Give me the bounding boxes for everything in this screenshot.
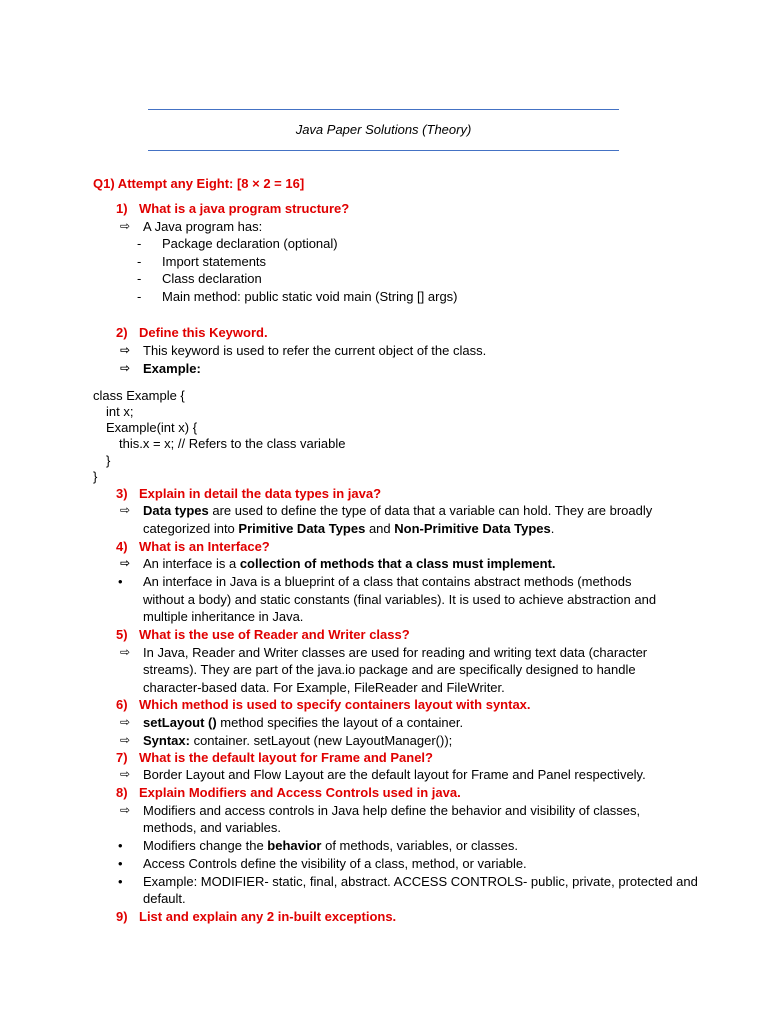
code-line: this.x = x; // Refers to the class variable [119,436,346,451]
question-text: Define this Keyword. [139,325,268,340]
top-rule [148,109,619,110]
answer-text: In Java, Reader and Writer classes are used for reading and writing text data (character [143,645,648,660]
dash-bullet: - [137,289,142,304]
question-text: What is an Interface? [139,539,270,554]
arrow-icon: ⇨ [120,767,131,781]
text-run: categorized into [143,521,239,536]
dash-bullet: - [137,254,142,269]
answer-text: Modifiers and access controls in Java help define the behavior and visibility of classes, [143,803,641,818]
question-number: 1) [116,201,128,216]
question-number: 3) [116,486,128,501]
bold-term: behavior [267,838,322,853]
question-number: 6) [116,697,128,712]
list-item: Package declaration (optional) [162,236,338,251]
arrow-icon: ⇨ [120,645,131,659]
list-item: Main method: public static void main (String [] args) [162,289,458,304]
answer-text: An interface in Java is a blueprint of a class that contains abstract methods (methods [143,574,632,589]
bullet-icon: • [118,574,123,589]
answer-text: Border Layout and Flow Layout are the default layout for Frame and Panel respectively. [143,767,646,782]
arrow-icon: ⇨ [120,219,131,233]
arrow-icon: ⇨ [120,715,131,729]
answer-text: Access Controls define the visibility of a class, method, or variable. [143,856,527,871]
bold-term: Data types [143,503,209,518]
question-text: Which method is used to specify containers layout with syntax. [139,697,531,712]
answer-text [143,556,556,571]
answer-text [143,715,463,730]
text-run: . [550,521,555,536]
question-text: What is a java program structure? [139,201,350,216]
text-run: method specifies the layout of a container. [216,715,464,730]
question-number: 4) [116,539,128,554]
bullet-icon: • [118,838,123,853]
text-run: container. setLayout (new LayoutManager()); [189,733,453,748]
code-line: } [106,453,111,468]
document-title: Java Paper Solutions (Theory) [295,122,472,137]
question-number: 8) [116,785,128,800]
arrow-icon: ⇨ [120,733,131,747]
answer-text [143,503,652,518]
code-line: class Example { [93,388,185,403]
bullet-icon: • [118,874,123,889]
bold-term: Non-Primitive Data Types [394,521,551,536]
bold-term: Primitive Data Types [238,521,366,536]
code-line: Example(int x) { [106,420,198,435]
dash-bullet: - [137,236,142,251]
question-text: Explain Modifiers and Access Controls used in java. [139,785,461,800]
question-number: 9) [116,909,128,924]
example-label: Example: [143,361,201,376]
answer-text: default. [143,891,186,906]
answer-text [143,733,452,748]
arrow-icon: ⇨ [120,556,131,570]
answer-text: This keyword is used to refer the current object of the class. [143,343,487,358]
arrow-icon: ⇨ [120,361,131,375]
answer-text [143,838,518,853]
code-line: } [93,469,98,484]
text-run: Modifiers change the [143,838,268,853]
question-text: What is the use of Reader and Writer class? [139,627,410,642]
answer-text: multiple inheritance in Java. [143,609,304,624]
dash-bullet: - [137,271,142,286]
question-number: 7) [116,750,128,765]
question-text: What is the default layout for Frame and Panel? [139,750,433,765]
arrow-icon: ⇨ [120,343,131,357]
bold-term: setLayout () [143,715,217,730]
text-run: and [365,521,395,536]
question-number: 5) [116,627,128,642]
bottom-rule [148,150,619,151]
question-text: Explain in detail the data types in java? [139,486,382,501]
question-text: List and explain any 2 in-built exceptions. [139,909,397,924]
bullet-icon: • [118,856,123,871]
answer-text: A Java program has: [143,219,263,234]
list-item: Class declaration [162,271,262,286]
bold-term: Syntax: [143,733,190,748]
answer-text: without a body) and static constants (final variables). It is used to achieve abstraction and [143,592,657,607]
answer-text: character-based data. For Example, FileReader and FileWriter. [143,680,505,695]
text-run: An interface is a [143,556,240,571]
answer-text: streams). They are part of the java.io package and are specifically designed to handle [143,662,636,677]
bold-term: collection of methods that a class must implement. [239,556,556,571]
question-number: 2) [116,325,128,340]
text-run: are used to define the type of data that a variable can hold. They are broadly [208,503,653,518]
list-item: Import statements [162,254,267,269]
answer-text: Example: MODIFIER- static, final, abstract. ACCESS CONTROLS- public, private, protected and [143,874,698,889]
arrow-icon: ⇨ [120,803,131,817]
text-run: of methods, variables, or classes. [321,838,519,853]
code-line: int x; [106,404,134,419]
answer-text: methods, and variables. [143,820,282,835]
arrow-icon: ⇨ [120,503,131,517]
section-heading: Q1) Attempt any Eight: [8 × 2 = 16] [93,176,305,191]
answer-text [143,521,554,536]
